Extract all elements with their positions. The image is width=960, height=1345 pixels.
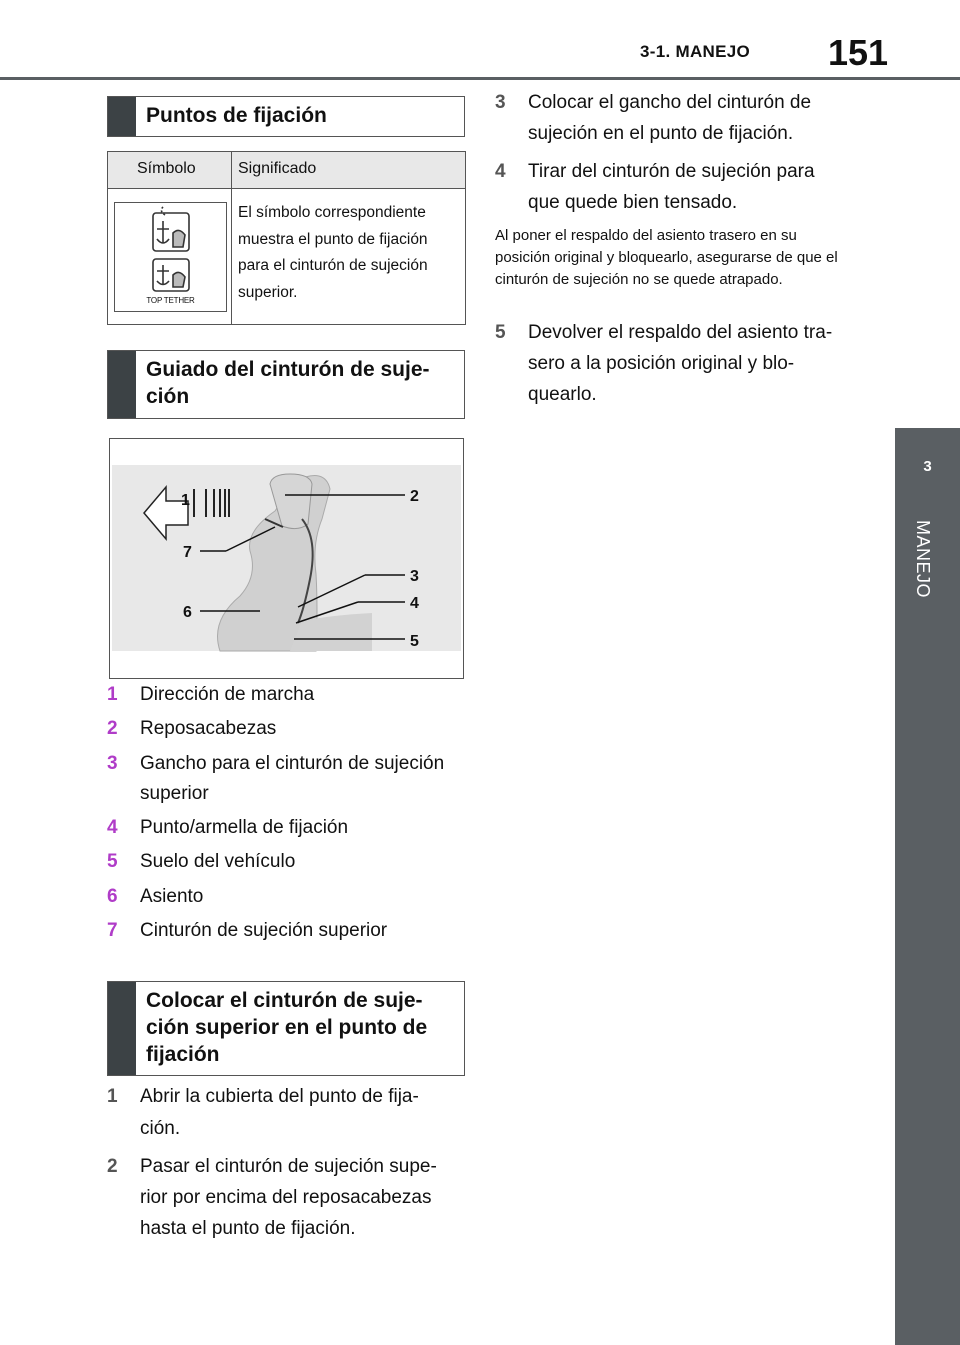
chapter-strip: [895, 508, 960, 1345]
top-tether-symbol: [114, 202, 227, 312]
top-tether-label: TOP TETHER: [146, 296, 195, 305]
heading-text-line3: fijación: [146, 1043, 220, 1066]
heading-text: Puntos de fijación: [146, 104, 327, 127]
tether-routing-illustration: [110, 439, 463, 678]
section-heading-belt-guide: [107, 350, 465, 419]
table-divider: [231, 152, 232, 324]
seat-diagram: [109, 438, 464, 679]
list-item: 3 Gancho para el cinturón de sujeción superior: [107, 753, 445, 804]
col-meaning: Significado: [238, 160, 317, 177]
callout-7: 7: [183, 544, 192, 561]
section-heading-attach-tether: [107, 981, 465, 1076]
callout-6: 6: [183, 604, 192, 621]
heading-bar: [108, 97, 136, 136]
heading-text-line2: ción superior en el punto de: [146, 1016, 428, 1039]
header-rule: [0, 77, 960, 80]
chapter-number: 3: [923, 458, 932, 475]
heading-text-line2: ción: [146, 385, 190, 408]
symbol-table: [107, 151, 466, 325]
heading-bar: [108, 982, 136, 1075]
table-meaning-text: El símbolo correspondiente muestra el punto de fijación para el cinturón de sujeción superior.: [238, 204, 428, 301]
section-heading-anchor-points: [107, 96, 465, 137]
heading-text-line1: Colocar el cinturón de suje-: [146, 989, 423, 1012]
col-symbol: Símbolo: [137, 160, 196, 177]
page-number: 151: [828, 32, 889, 73]
callout-5: 5: [410, 633, 419, 650]
step-item: 2 Pasar el cinturón de sujeción supe- rior por encima del reposacabezas hasta el punto de fijación.: [107, 1156, 437, 1239]
child-seat-anchor-icon: [115, 203, 226, 311]
step-item: 3 Colocar el gancho del cinturón de sujeción en el punto de fijación.: [495, 92, 812, 144]
callout-3: 3: [410, 568, 419, 585]
note-paragraph: Al poner el respaldo del asiento trasero en su posición original y bloquearlo, asegurarse de que el cinturón de sujeción no se quede atrapado.: [495, 227, 838, 288]
step-item: 5 Devolver el respaldo del asiento tra- sero a la posición original y blo- quearlo.: [495, 322, 833, 405]
callout-1: 1: [181, 492, 190, 509]
callout-2: 2: [410, 488, 419, 505]
heading-text-line1: Guiado del cinturón de suje-: [146, 358, 430, 381]
heading-bar: [108, 351, 136, 418]
section-title: 3-1. MANEJO: [640, 42, 751, 61]
callout-4: 4: [410, 595, 419, 612]
chapter-label: MANEJO: [913, 520, 933, 599]
step-item: 1 Abrir la cubierta del punto de fija- ción.: [107, 1086, 419, 1139]
step-item: 4 Tirar del cinturón de sujeción para que quede bien tensado.: [495, 161, 815, 213]
